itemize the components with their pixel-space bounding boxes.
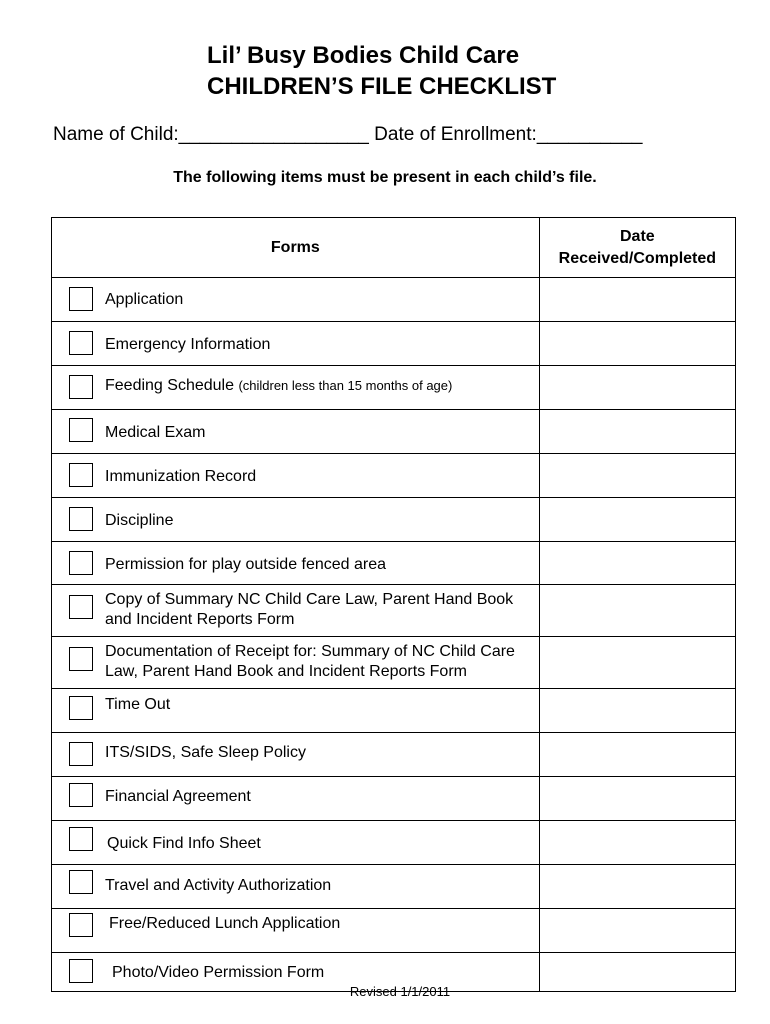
- form-cell: [52, 498, 540, 542]
- date-header-line1: Date: [620, 227, 655, 245]
- date-received-cell[interactable]: [539, 585, 735, 637]
- checkbox[interactable]: [69, 507, 93, 531]
- checkbox[interactable]: [69, 331, 93, 355]
- date-received-cell[interactable]: [539, 733, 735, 777]
- checkbox[interactable]: [69, 870, 93, 894]
- checklist-row: [52, 322, 736, 366]
- form-cell: [52, 733, 540, 777]
- form-label-text: Time Out: [105, 696, 171, 713]
- form-label-note: (children less than 15 months of age): [238, 378, 453, 393]
- checkbox[interactable]: [69, 463, 93, 487]
- form-label: [105, 876, 535, 896]
- checkbox[interactable]: [69, 418, 93, 442]
- checkbox[interactable]: [69, 287, 93, 311]
- checkbox[interactable]: [69, 551, 93, 575]
- form-label: [105, 695, 535, 715]
- form-label: [112, 963, 535, 983]
- form-cell: [52, 542, 540, 585]
- checkbox[interactable]: [69, 959, 93, 983]
- checklist-row: [52, 454, 736, 498]
- form-label-text: Copy of Summary NC Child Care Law, Parent Hand Book and Incident Reports Form: [105, 591, 514, 628]
- date-received-cell[interactable]: [539, 689, 735, 733]
- checklist-row: [52, 865, 736, 909]
- date-received-cell[interactable]: [539, 410, 735, 454]
- revision-note: Revised 1/1/2011: [349, 984, 451, 999]
- instruction-text: The following items must be present in each child’s file.: [173, 169, 597, 186]
- date-received-cell[interactable]: [539, 637, 735, 689]
- form-label: [105, 290, 535, 310]
- checkbox[interactable]: [69, 647, 93, 671]
- title-block: [207, 40, 556, 102]
- form-label-text: Free/Reduced Lunch Application: [109, 915, 341, 932]
- checklist-row: [52, 689, 736, 733]
- forms-header-label: Forms: [270, 238, 320, 256]
- child-name-field[interactable]: __________________: [178, 124, 369, 145]
- form-label-text: ITS/SIDS, Safe Sleep Policy: [105, 744, 306, 761]
- date-header-line2: Received/Completed: [558, 249, 717, 267]
- form-label: [105, 511, 535, 531]
- checklist-row: [52, 777, 736, 821]
- checkbox[interactable]: [69, 375, 93, 399]
- checklist-row: [52, 410, 736, 454]
- form-label-text: Photo/Video Permission Form: [112, 964, 325, 981]
- date-received-cell[interactable]: [539, 865, 735, 909]
- form-label: [105, 335, 535, 355]
- checklist-table: [51, 217, 736, 992]
- forms-column-header: [52, 218, 540, 278]
- form-cell: [52, 410, 540, 454]
- form-cell: [52, 585, 540, 637]
- form-label: [105, 423, 535, 443]
- form-label-text: Discipline: [105, 512, 174, 529]
- form-cell: [52, 366, 540, 410]
- checklist-row: [52, 366, 736, 410]
- form-label: [107, 834, 535, 854]
- form-label: [105, 555, 535, 575]
- form-label: [105, 642, 535, 682]
- date-received-cell[interactable]: [539, 454, 735, 498]
- form-cell: [52, 689, 540, 733]
- form-cell: [52, 909, 540, 953]
- date-received-cell[interactable]: [539, 909, 735, 953]
- form-label: [105, 787, 535, 807]
- date-received-cell[interactable]: [539, 498, 735, 542]
- date-received-cell[interactable]: [539, 542, 735, 585]
- checklist-row: [52, 498, 736, 542]
- form-label-text: Emergency Information: [105, 336, 271, 353]
- form-label-text: Travel and Activity Authorization: [105, 877, 332, 894]
- organization-name: Lil’ Busy Bodies Child Care: [207, 42, 520, 69]
- checkbox[interactable]: [69, 595, 93, 619]
- checklist-row: [52, 278, 736, 322]
- form-label: [105, 376, 535, 396]
- form-label-text: Documentation of Receipt for: Summary of NC Child Care Law, Parent Hand Book and Incident Reports Form: [105, 643, 515, 680]
- form-label: [105, 743, 535, 763]
- checklist-row: [52, 585, 736, 637]
- checklist-row: [52, 909, 736, 953]
- checklist-row: [52, 542, 736, 585]
- form-label: [109, 914, 535, 934]
- date-received-cell[interactable]: [539, 777, 735, 821]
- checklist-row: [52, 733, 736, 777]
- date-received-cell[interactable]: [539, 322, 735, 366]
- form-cell: [52, 278, 540, 322]
- form-label-text: Feeding Schedule: [105, 377, 234, 394]
- date-received-cell[interactable]: [539, 366, 735, 410]
- child-name-label: Name of Child:: [53, 124, 179, 145]
- form-cell: [52, 821, 540, 865]
- form-label: [105, 590, 535, 630]
- child-info-line: [53, 124, 642, 146]
- checkbox[interactable]: [69, 783, 93, 807]
- form-cell: [52, 637, 540, 689]
- form-label-text: Financial Agreement: [105, 788, 251, 805]
- checkbox[interactable]: [69, 913, 93, 937]
- page-title: CHILDREN’S FILE CHECKLIST: [207, 73, 557, 100]
- form-cell: [52, 865, 540, 909]
- form-label-text: Application: [105, 291, 184, 308]
- form-label-text: Medical Exam: [105, 424, 206, 441]
- form-label-text: Permission for play outside fenced area: [105, 556, 387, 573]
- checklist-row: [52, 637, 736, 689]
- enrollment-date-field[interactable]: __________: [536, 124, 643, 145]
- form-label-text: Quick Find Info Sheet: [107, 835, 261, 852]
- form-label: [105, 467, 535, 487]
- checklist-row: [52, 821, 736, 865]
- date-column-header: [539, 218, 735, 278]
- checkbox[interactable]: [69, 742, 93, 766]
- checkbox[interactable]: [69, 827, 93, 851]
- form-cell: [52, 454, 540, 498]
- enrollment-date-label: Date of Enrollment:: [374, 124, 537, 145]
- date-received-cell[interactable]: [539, 278, 735, 322]
- checklist-body: [52, 278, 736, 992]
- form-cell: [52, 322, 540, 366]
- form-label-text: Immunization Record: [105, 468, 257, 485]
- table-header-row: [52, 218, 736, 278]
- checkbox[interactable]: [69, 696, 93, 720]
- date-received-cell[interactable]: [539, 821, 735, 865]
- form-cell: [52, 777, 540, 821]
